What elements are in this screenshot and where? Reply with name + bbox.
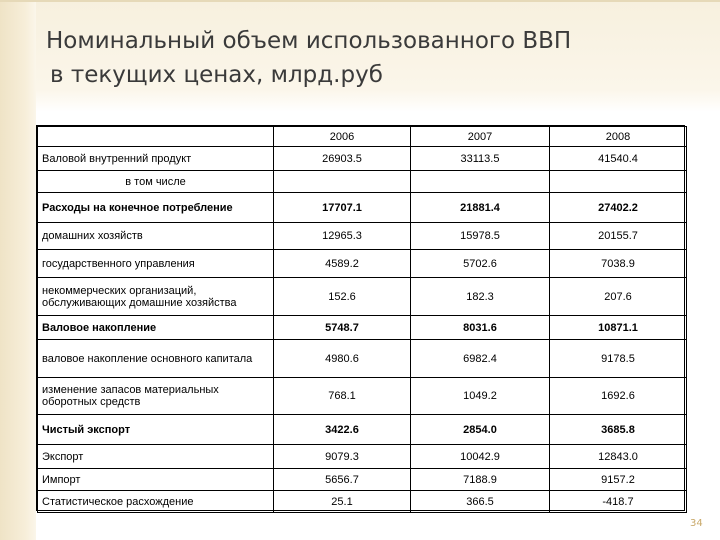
table-row [38, 445, 687, 469]
cell-value: 26903.5 [274, 147, 411, 171]
cell-value: 5656.7 [274, 469, 411, 491]
table-row [38, 223, 687, 250]
side-decoration [0, 0, 36, 540]
title-line-2: в текущих ценах, млрд.руб [50, 62, 383, 88]
cell-value [411, 171, 550, 193]
table-row [38, 340, 687, 378]
cell-value: 3685.8 [550, 415, 687, 445]
top-rule [0, 0, 720, 2]
cell-value: 21881.4 [411, 193, 550, 223]
cell-value: 41540.4 [550, 147, 687, 171]
cell-value: 9157.2 [550, 469, 687, 491]
cell-value: 4589.2 [274, 250, 411, 278]
year-header: 2006 [274, 127, 411, 147]
row-label: Экспорт [38, 445, 274, 469]
cell-value: 1049.2 [411, 378, 550, 415]
table-row [38, 415, 687, 445]
cell-value: 10042.9 [411, 445, 550, 469]
header-corner [38, 127, 274, 147]
cell-value: 4980.6 [274, 340, 411, 378]
cell-value: 10871.1 [550, 316, 687, 340]
cell-value [550, 171, 687, 193]
table-row [38, 278, 687, 316]
cell-value [274, 171, 411, 193]
cell-value: -418.7 [550, 491, 687, 513]
table-row [38, 147, 687, 171]
year-header: 2007 [411, 127, 550, 147]
row-label: государственного управления [38, 250, 274, 278]
table-row [38, 193, 687, 223]
cell-value: 20155.7 [550, 223, 687, 250]
cell-value: 768.1 [274, 378, 411, 415]
table-row [38, 171, 687, 193]
table-row [38, 250, 687, 278]
cell-value: 27402.2 [550, 193, 687, 223]
cell-value: 9079.3 [274, 445, 411, 469]
table-row [38, 491, 687, 513]
row-label: некоммерческих организаций, обслуживающих домашние хозяйства [38, 278, 274, 316]
row-label: Статистическое расхождение [38, 491, 274, 513]
cell-value: 33113.5 [411, 147, 550, 171]
cell-value: 5748.7 [274, 316, 411, 340]
cell-value: 5702.6 [411, 250, 550, 278]
cell-value: 182.3 [411, 278, 550, 316]
year-header: 2008 [550, 127, 687, 147]
gdp-table [36, 125, 685, 511]
cell-value: 7038.9 [550, 250, 687, 278]
cell-value: 7188.9 [411, 469, 550, 491]
row-label: Чистый экспорт [38, 415, 274, 445]
cell-value: 207.6 [550, 278, 687, 316]
row-label: Валовое накопление [38, 316, 274, 340]
cell-value: 3422.6 [274, 415, 411, 445]
row-label: домашних хозяйств [38, 223, 274, 250]
row-label: Валовой внутренний продукт [38, 147, 274, 171]
table-row [38, 378, 687, 415]
cell-value: 8031.6 [411, 316, 550, 340]
cell-value: 9178.5 [550, 340, 687, 378]
cell-value: 6982.4 [411, 340, 550, 378]
row-label: изменение запасов материальных оборотных средств [38, 378, 274, 415]
row-label: Импорт [38, 469, 274, 491]
title-line-1: Номинальный объем использованного ВВП [46, 28, 572, 54]
row-label: валовое накопление основного капитала [38, 340, 274, 378]
cell-value: 152.6 [274, 278, 411, 316]
cell-value: 12843.0 [550, 445, 687, 469]
cell-value: 25.1 [274, 491, 411, 513]
table-row [38, 316, 687, 340]
cell-value: 366.5 [411, 491, 550, 513]
page-number: 34 [690, 518, 703, 529]
cell-value: 15978.5 [411, 223, 550, 250]
cell-value: 1692.6 [550, 378, 687, 415]
row-label: Расходы на конечное потребление [38, 193, 274, 223]
table-row [38, 469, 687, 491]
cell-value: 17707.1 [274, 193, 411, 223]
slide-title [46, 24, 666, 92]
cell-value: 2854.0 [411, 415, 550, 445]
row-label: в том числе [38, 171, 274, 193]
cell-value: 12965.3 [274, 223, 411, 250]
header-row [38, 127, 687, 147]
